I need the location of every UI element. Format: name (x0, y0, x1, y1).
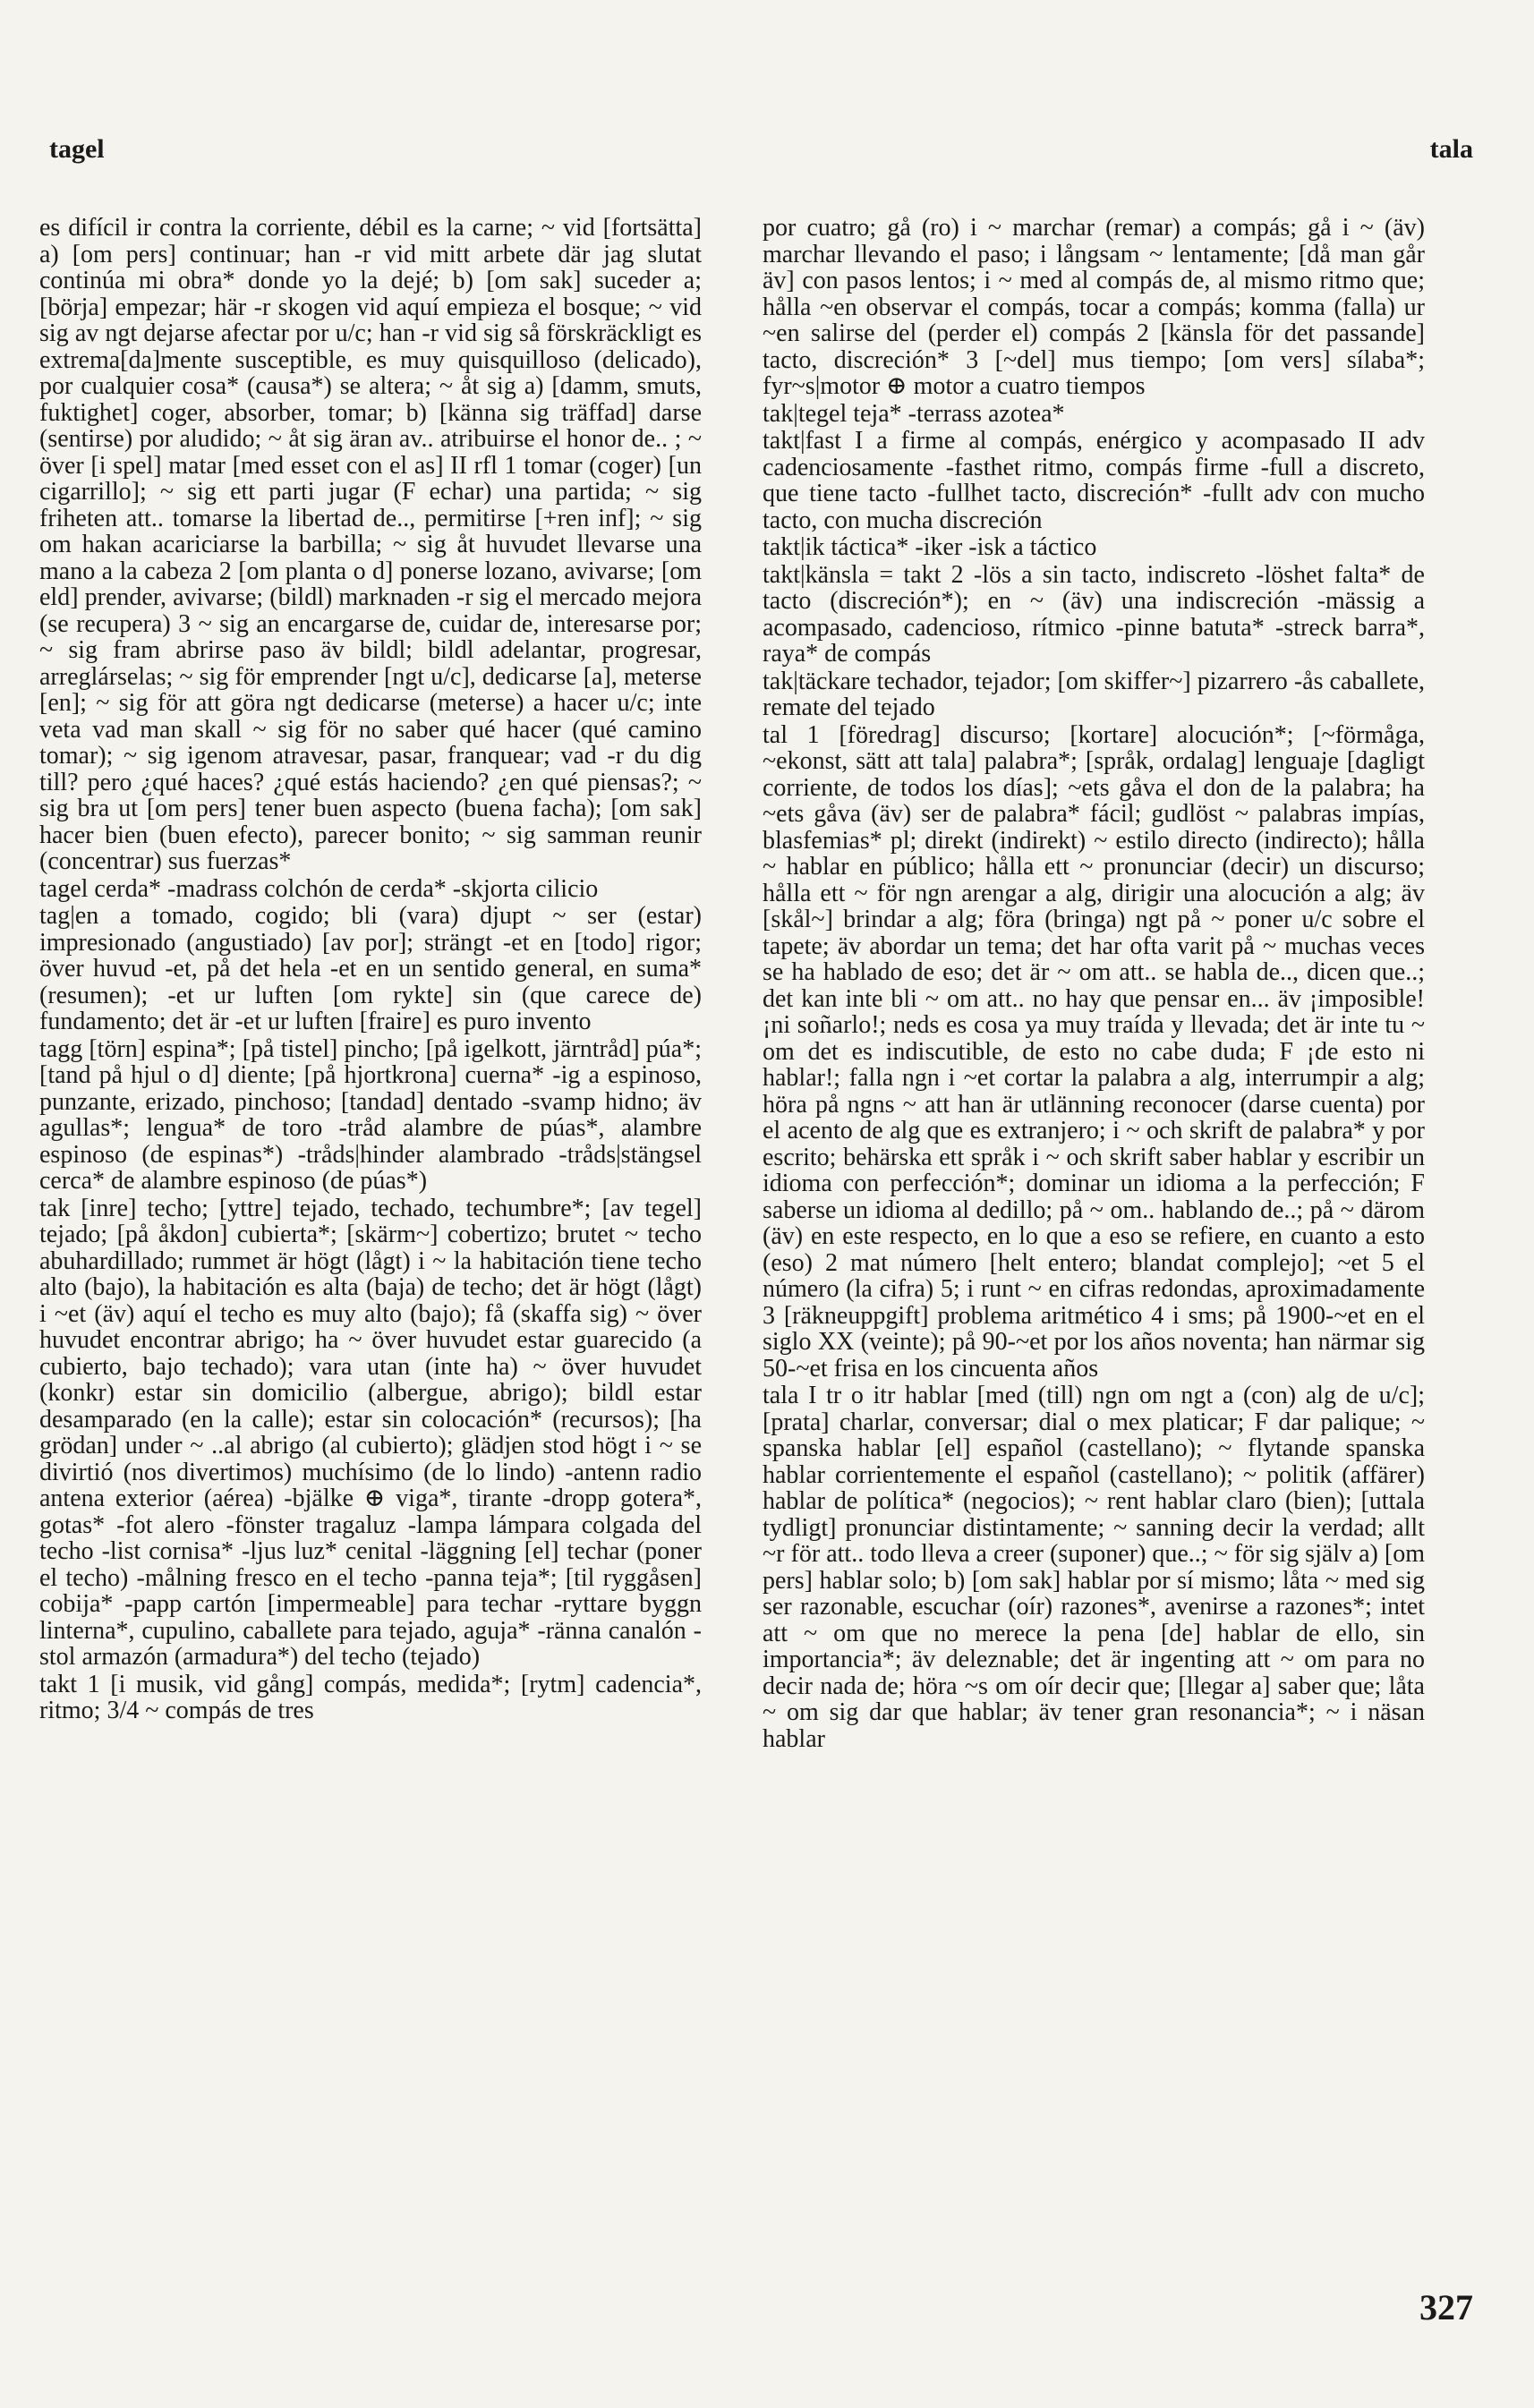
dictionary-entry: tagel cerda* -madrass colchón de cerda* -skjorta cilicio (39, 874, 599, 903)
dictionary-entry: tak [inre] techo; [yttre] tejado, techado, techumbre*; [av tegel] tejado; [på åkdon] cubierta*; [skärm~] cobertizo; brutet ~ techo abuhardillado; rummet är högt (lågt) i ~ la habitación tiene techo alto (bajo), la habitación es alta (baja) de techo; det är högt (lågt) i ~et (äv) aquí el techo es muy alto (bajo); få (skaffa sig) ~ över huvudet encontrar abrigo; ha ~ över huvudet estar guarecido (a cubierto, bajo techado); vara utan (inte ha) ~ över huvudet (konkr) estar sin domicilio (albergue, abrigo); bildl estar desamparado (en la calle); estar sin colocación* (recursos); [ha grödan] under ~ ..al abrigo (al cubierto); glädjen stod högt i ~ se divirtió (nos divertimos) muchísimo (de lo lindo) -antenn radio antena exterior (aérea) -bjälke ⊕ viga*, tirante -dropp gotera*, gotas* -fot alero -fönster tragaluz -lampa lámpara colgada del techo -list cornisa* -ljus luz* cenital -läggning [el] techar (poner el techo) -målning fresco en el techo -panna teja*; [til ryggåsen] cobija* -papp cartón [impermeable] para techar -ryttare byggn linterna*, cupulino, caballete para tejado, aguja* -ränna canalón -stol armazón (armadura*) del techo (tejado) (39, 1194, 702, 1671)
guide-word-right: tala (1429, 134, 1473, 164)
dictionary-entry: takt 1 [i musik, vid gång] compás, medida*; [rytm] cadencia*, ritmo; 3/4 ~ compás de tres (39, 1670, 702, 1724)
dictionary-entry: tal 1 [föredrag] discurso; [kortare] alocución*; [~förmåga, ~ekonst, sätt att tala] palabra*; [språk, ordalag] lenguaje [dagligt corriente, de todos los días]; ~ets gåva el don de la palabra; ha ~ets gåva (äv) ser de palabra* fácil; gudlöst ~ palabras impías, blasfemias* pl; direkt (indirekt) ~ estilo directo (indirecto); hålla ~ hablar en público; hålla ett ~ pronunciar (decir) un discurso; hålla ett ~ för ngn arengar a alg, dirigir una alocución a alg; äv [skål~] brindar a alg; föra (bringa) ngt på ~ poner u/c sobre el tapete; äv abordar un tema; det har ofta varit på ~ muchas veces se ha hablado de eso; det är ~ om att.. se habla de.., dicen que..; det kan inte bli ~ om att.. no hay que pensar en... äv ¡imposible! ¡ni soñarlo!; neds es cosa ya muy traída y llevada; det är inte tu ~ om det es indiscutible, de esto no cabe duda; F ¡de esto ni hablar!; falla ngn i ~et cortar la palabra a alg, interrumpir a alg; höra på ngns ~ att han är utlänning reconocer (darse cuenta) por el acento de alg que es extranjero; i ~ och skrift de palabra* y por escrito; behärska ett språk i ~ och skrift saber hablar y escribir un idioma con perfección*; dominar un idioma a la perfección; F saberse un idioma al dedillo; på ~ om.. hablando de..; på ~ därom (äv) en este respecto, en lo que a eso se refiere, en cuanto a esto (eso) 2 mat número [helt entero; blandat complejo]; ~et 5 el número (la cifra) 5; i runt ~ en cifras redondas, aproximadamente 3 [räkneuppgift] problema aritmético 4 i sms; på 1900-~et en el siglo XX (veinte); på 90-~et por los años noventa; han närmar sig 50-~et frisa en los cincuenta años (763, 720, 1425, 1383)
dictionary-entry: tag|en a tomado, cogido; bli (vara) djupt ~ ser (estar) impresionado (angustiado) [av por]; strängt -et en [todo] rigor; över huvud -et, på det hela -et en un sentido general, en suma* (resumen); -et ur luften [om rykte] sin (que carece de) fundamento; det är -et ur luften [fraire] es puro invento (39, 902, 702, 1035)
dictionary-entry: takt|känsla = takt 2 -lös a sin tacto, indiscreto -löshet falta* de tacto (discreción*); en ~ (äv) una indiscreción -mässig a acompasado, cadencioso, rítmico -pinne batuta* -streck barra*, raya* de compás (763, 560, 1425, 668)
dictionary-entry: takt|fast I a firme al compás, enérgico y acompasado II adv cadenciosamente -fasthet ritmo, compás firme -full a discreto, que tiene tacto -fullhet tacto, discreción* -fullt adv con mucho tacto, con mucha discreción (763, 427, 1425, 534)
right-column (763, 215, 1425, 1753)
dictionary-entry: tagg [törn] espina*; [på tistel] pincho; [på igelkott, järntråd] púa*; [tand på hjul o d] diente; [på hjortkrona] cuerna* -ig a espinoso, punzante, erizado, pinchoso; [tandad] dentado -svamp hidno; äv agullas*; lengua* de toro -tråd alambre de púas*, alambre espinoso (de espinas*) -tråds|hinder alambrado -tråds|stängsel cerca* de alambre espinoso (de púas*) (39, 1034, 702, 1195)
dictionary-entry: tak|täckare techador, tejador; [om skiffer~] pizarrero -ås caballete, remate del tejado (763, 667, 1425, 721)
dictionary-entry: por cuatro; gå (ro) i ~ marchar (remar) a compás; gå i ~ (äv) marchar llevando el paso; i långsam ~ lentamente; [då man går äv] con pasos lentos; i ~ med al compás de, al mismo ritmo que; hålla ~en observar el compás, tocar a compás; komma (falla) ur ~en salirse del (perder el) compás 2 [känsla för det passande] tacto, discreción* 3 [~del] mus tiempo; [om vers] sílaba*; fyr~s|motor ⊕ motor a cuatro tiempos (763, 214, 1425, 400)
dictionary-entry: tak|tegel teja* -terrass azotea* (763, 399, 1065, 428)
dictionary-entry: es difícil ir contra la corriente, débil es la carne; ~ vid [fortsätta] a) [om pers] continuar; han -r vid mitt arbete där jag slutat continúa mi obra* donde yo la dejé; b) [om sak] suceder a; [börja] empezar; här -r skogen vid aquí empieza el bosque; ~ vid sig av ngt dejarse afectar por u/c; han -r vid sig så förskräckligt es extrema[da]mente susceptible, es muy quisquilloso (delicado), por cualquier cosa* (causa*) se altera; ~ åt sig a) [damm, smuts, fuktighet] coger, absorber, tomar; b) [känna sig träffad] darse (sentirse) por aludido; ~ åt sig äran av.. atribuirse el honor de.. ; ~ över [i spel] matar [med esset con el as] II rfl 1 tomar (coger) [un cigarrillo]; ~ sig ett parti jugar (F echar) una partida; ~ sig friheten att.. tomarse la libertad de.., permitirse [+ren inf]; ~ sig om hakan acariciarse la barbilla; ~ sig åt huvudet llevarse una mano a la cabeza 2 [om planta o d] ponerse lozano, avivarse; [om eld] prender, avivarse; (bildl) marknaden -r sig el mercado mejora (se recupera) 3 ~ sig an encargarse de, cuidar de, interesarse por; ~ sig fram abrirse paso äv bildl; bildl adelantar, progresar, arreglárselas; ~ sig för emprender [ngt u/c], dedicarse [a], meterse [en]; ~ sig för att göra ngt dedicarse (meterse) a hacer u/c; inte veta vad man skall ~ sig för no saber qué hacer (qué camino tomar); ~ sig igenom atravesar, pasar, franquear; vad -r du dig till? pero ¿qué haces? ¿qué estás haciendo? ¿en qué piensas?; ~ sig bra ut [om pers] tener buen aspecto (buena facha); [om sak] hacer bien (buen efecto), parecer bonito; ~ sig samman reunir (concentrar) sus fuerzas* (39, 214, 702, 875)
dictionary-entry: takt|ik táctica* -iker -isk a táctico (763, 533, 1097, 561)
dictionary-entry: tala I tr o itr hablar [med (till) ngn om ngt a (con) alg de u/c]; [prata] charlar, conversar; dial o mex platicar; F dar palique; ~ spanska hablar [el] español (castellano); ~ flytande spanska hablar corrientemente el español (castellano); ~ politik (affärer) hablar de política* (negocios); ~ rent hablar claro (bien); [uttala tydligt] pronunciar distintamente; ~ sanning decir la verdad; allt ~r för att.. todo lleva a creer (suponer) que..; ~ för sig själv a) [om pers] hablar solo; b) [om sak] hablar por sí mismo; låta ~ med sig ser razonable, escuchar (oír) razones*, avenirse a razones*; intet att ~ om que no merece la pena [de] hablar de ello, sin importancia*; äv deleznable; det är ingenting att ~ om para no decir nada de; höra ~s om oír decir que; [llegar a] saber que; låta ~ om sig dar que hablar; äv tener gran resonancia*; ~ i näsan hablar (763, 1382, 1425, 1753)
left-column (39, 215, 702, 1725)
page-number: 327 (1419, 2287, 1473, 2327)
guide-word-left: tagel (49, 134, 105, 164)
